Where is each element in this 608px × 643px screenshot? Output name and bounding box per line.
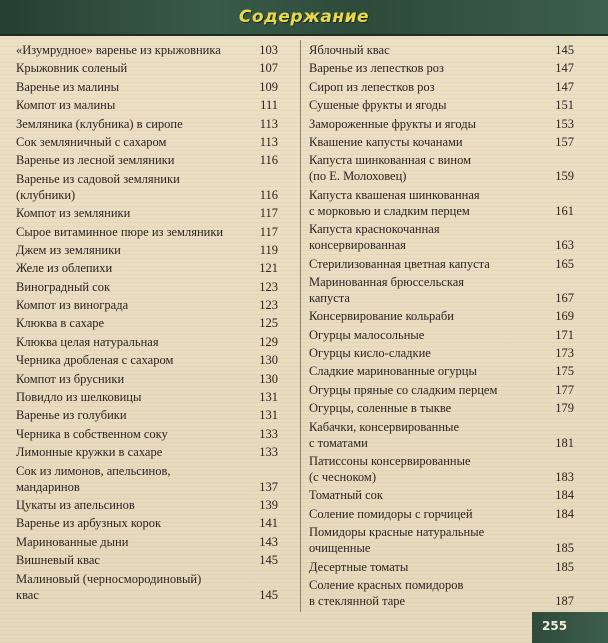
toc-entry-page: 141	[259, 516, 278, 531]
toc-entry-title: Огурцы, соленные в тыкве	[309, 401, 452, 416]
toc-entry-page: 116	[259, 187, 278, 202]
toc-entry	[309, 487, 574, 503]
toc-entry-title: Лимонные кружки в сахаре	[16, 445, 163, 460]
toc-entry	[309, 327, 574, 343]
toc-entry-title: Варенье из голубики	[16, 408, 127, 423]
toc-entry	[16, 407, 278, 423]
toc-entry	[16, 205, 278, 221]
toc-entry-title: Маринованная брюссельская капуста	[309, 274, 465, 305]
toc-entry-page: 117	[259, 224, 278, 239]
toc-entry	[309, 382, 574, 398]
toc-entry-page: 181	[555, 435, 574, 450]
toc-entry	[309, 256, 574, 272]
column-divider	[300, 40, 301, 612]
toc-entry	[16, 279, 278, 295]
toc-entry-page: 159	[555, 169, 574, 184]
toc-entry-page: 184	[555, 488, 574, 503]
toc-entry-title: Компот из земляники	[16, 206, 131, 221]
header-banner	[0, 0, 608, 36]
toc-entry-title: Огурцы пряные со сладким перцем	[309, 382, 498, 397]
toc-entry-page: 147	[555, 79, 574, 94]
toc-entry	[309, 274, 574, 306]
toc-entry-title: Сок земляничный с сахаром	[16, 134, 167, 149]
toc-entry	[16, 571, 278, 603]
toc-entry-title: Огурцы кисло-сладкие	[309, 346, 431, 361]
toc-entry	[16, 42, 278, 58]
toc-entry-page: 183	[555, 470, 574, 485]
toc-entry-page: 113	[259, 116, 278, 131]
toc-entry-page: 130	[259, 353, 278, 368]
toc-entry	[16, 315, 278, 331]
toc-entry-page: 137	[259, 479, 278, 494]
toc-entry-page: 119	[259, 242, 278, 257]
toc-entry	[309, 400, 574, 416]
toc-entry	[309, 345, 574, 361]
toc-entry-page: 177	[555, 382, 574, 397]
toc-entry-page: 145	[555, 43, 574, 57]
toc-entry	[309, 42, 574, 58]
toc-entry	[16, 534, 278, 550]
toc-entry-title: Томатный сок	[309, 488, 383, 503]
toc-entry	[309, 79, 574, 95]
toc-entry-page: 139	[259, 497, 278, 512]
toc-entry-title: Компот из винограда	[16, 298, 129, 313]
toc-entry-page: 179	[555, 401, 574, 416]
toc-entry	[309, 524, 574, 556]
toc-entry-title: Капуста краснокочанная консервированная	[309, 222, 440, 253]
toc-entry	[16, 334, 278, 350]
toc-entry	[309, 308, 574, 324]
toc-entry-title: Сладкие маринованные огурцы	[309, 364, 477, 379]
toc-entry	[16, 260, 278, 276]
toc-entry-title: Виноградный сок	[16, 279, 111, 294]
toc-entry-page: 129	[259, 334, 278, 349]
toc-entry-page: 131	[259, 390, 278, 405]
toc-entry	[16, 497, 278, 513]
toc-entry	[309, 97, 574, 113]
toc-entry-title: Стерилизованная цветная капуста	[309, 256, 490, 271]
toc-entry-page: 123	[259, 298, 278, 313]
toc-entry-page: 175	[555, 364, 574, 379]
toc-entry	[16, 116, 278, 132]
page-number-badge	[532, 612, 608, 643]
toc-entry-page: 143	[259, 534, 278, 549]
toc-entry-page: 125	[259, 316, 278, 331]
toc-entry-page: 184	[555, 506, 574, 521]
toc-entry-page: 173	[555, 346, 574, 361]
page-number: 255	[542, 619, 568, 633]
toc-entry-title: Варенье из садовой земляники (клубники)	[16, 171, 180, 202]
toc-entry-title: Квашение капусты кочанами	[309, 134, 463, 149]
toc-entry-title: Кабачки, консервированные с томатами	[309, 419, 460, 450]
toc-entry-page: 117	[259, 206, 278, 221]
toc-entry-page: 185	[555, 559, 574, 574]
toc-entry-title: Вишневый квас	[16, 553, 100, 568]
toc-entry	[309, 60, 574, 76]
toc-entry	[16, 371, 278, 387]
toc-entry-page: 145	[259, 587, 278, 602]
toc-entry	[309, 559, 574, 575]
toc-entry-title: Соление помидоры с горчицей	[309, 506, 473, 521]
toc-entry-page: 133	[259, 426, 278, 441]
toc-entry-title: Варенье из лепестков роз	[309, 61, 444, 76]
toc-entry-title: Яблочный квас	[309, 43, 390, 57]
toc-entry	[16, 463, 278, 495]
toc-entry-title: Джем из земляники	[16, 242, 121, 257]
toc-entry-title: Варенье из малины	[16, 79, 119, 94]
toc-entry-title: Патиссоны консервированные (с чесноком)	[309, 454, 471, 485]
toc-entry-page: 165	[555, 256, 574, 271]
toc-entry	[16, 297, 278, 313]
toc-entry	[16, 60, 278, 76]
toc-entry-page: 147	[555, 61, 574, 76]
toc-entry	[16, 224, 278, 240]
toc-entry-title: Десертные томаты	[309, 559, 409, 574]
toc-column-right	[309, 42, 574, 611]
toc-entry	[16, 444, 278, 460]
toc-entry	[16, 352, 278, 368]
toc-entry	[16, 171, 278, 203]
toc-entry-page: 131	[259, 408, 278, 423]
toc-entry-page: 187	[555, 593, 574, 608]
toc-entry-title: Земляника (клубника) в сиропе	[16, 116, 183, 131]
toc-entry	[309, 453, 574, 485]
toc-entry-title: Цукаты из апельсинов	[16, 497, 135, 512]
toc-entry-title: Сушеные фрукты и ягоды	[309, 98, 447, 113]
toc-entry-title: Варенье из лесной земляники	[16, 153, 175, 168]
toc-entry-title: Желе из облепихи	[16, 261, 113, 276]
toc-entry-title: Огурцы малосольные	[309, 327, 425, 342]
toc-entry-title: Крыжовник соленый	[16, 61, 128, 76]
toc-entry-page: 185	[555, 541, 574, 556]
toc-entry-title: Помидоры красные натуральные очищенные	[309, 525, 485, 556]
toc-entry-page: 107	[259, 61, 278, 76]
toc-entry-page: 109	[259, 79, 278, 94]
toc-entry	[16, 152, 278, 168]
toc-entry-title: Клюква в сахаре	[16, 316, 105, 331]
page-title: Содержание	[238, 7, 370, 27]
toc-entry-title: Малиновый (черносмородиновый) квас	[16, 571, 202, 602]
toc-entry-title: Соление красных помидоров в стеклянной таре	[309, 577, 464, 608]
toc-entry-title: Консервирование кольраби	[309, 309, 454, 324]
toc-entry	[16, 552, 278, 568]
toc-entry-title: Сироп из лепестков роз	[309, 79, 435, 94]
toc-entry-title: Варенье из арбузных корок	[16, 516, 162, 531]
toc-entry-page: 111	[260, 98, 278, 113]
toc-entry-title: Капуста шинкованная с вином (по Е. Молоховец)	[309, 153, 471, 184]
toc-entry	[16, 134, 278, 150]
toc-entry-page: 145	[259, 553, 278, 568]
toc-entry-page: 161	[555, 203, 574, 218]
toc-entry-title: Сок из лимонов, апельсинов, мандаринов	[16, 463, 171, 494]
toc-entry-page: 103	[259, 43, 278, 57]
toc-entry	[309, 116, 574, 132]
toc-entry	[16, 242, 278, 258]
toc-entry-title: Сырое витаминное пюре из земляники	[16, 224, 224, 239]
toc-entry	[309, 221, 574, 253]
toc-entry	[16, 515, 278, 531]
toc-entry-page: 171	[555, 327, 574, 342]
toc-entry	[309, 152, 574, 184]
toc-column-left	[16, 42, 278, 605]
toc-entry-title: Маринованные дыни	[16, 534, 129, 549]
toc-entry-page: 123	[259, 279, 278, 294]
toc-entry	[309, 577, 574, 609]
toc-entry-title: Черника в собственном соку	[16, 426, 168, 441]
toc-entry-page: 167	[555, 290, 574, 305]
toc-entry-title: Капуста квашеная шинкованная с морковью и сладким перцем	[309, 187, 480, 218]
toc-entry-page: 116	[259, 153, 278, 168]
toc-entry	[16, 389, 278, 405]
toc-entry-page: 163	[555, 238, 574, 253]
toc-entry-title: Замороженные фрукты и ягоды	[309, 116, 476, 131]
toc-entry	[309, 134, 574, 150]
toc-entry	[309, 363, 574, 379]
toc-entry-page: 153	[555, 116, 574, 131]
toc-entry-page: 113	[259, 134, 278, 149]
toc-entry	[16, 79, 278, 95]
toc-entry	[309, 506, 574, 522]
toc-entry-page: 130	[259, 371, 278, 386]
toc-entry	[16, 97, 278, 113]
toc-entry-title: Компот из малины	[16, 98, 116, 113]
toc-entry-title: Повидло из шелковицы	[16, 390, 142, 405]
toc-entry-page: 133	[259, 445, 278, 460]
toc-entry-page: 121	[259, 261, 278, 276]
toc-entry-title: Компот из брусники	[16, 371, 125, 386]
toc-entry-title: Клюква целая натуральная	[16, 334, 159, 349]
toc-entry	[309, 419, 574, 451]
toc-entry-page: 169	[555, 309, 574, 324]
toc-entry-title: «Изумрудное» варенье из крыжовника	[16, 43, 221, 57]
toc-entry-page: 157	[555, 134, 574, 149]
toc-entry-page: 151	[555, 98, 574, 113]
toc-entry-title: Черника дробленая с сахаром	[16, 353, 174, 368]
toc-entry	[16, 426, 278, 442]
toc-entry	[309, 187, 574, 219]
